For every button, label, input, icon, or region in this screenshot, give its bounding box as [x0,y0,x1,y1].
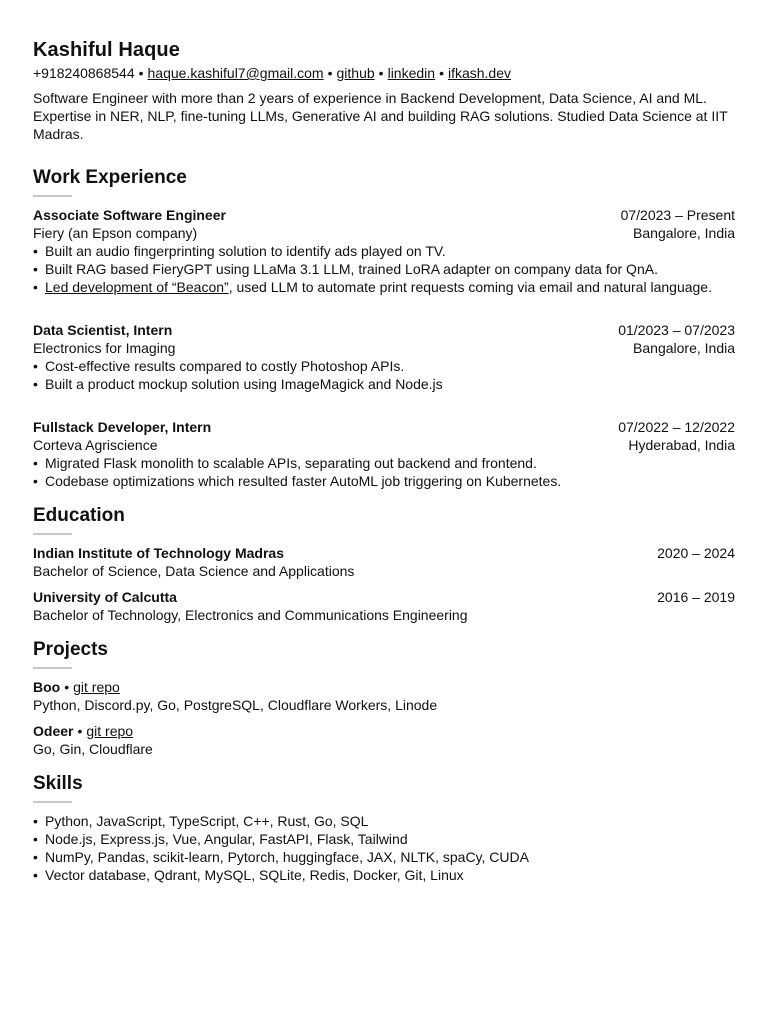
project-repo-link[interactable]: git repo [86,723,134,739]
education-section [33,504,735,624]
project-stack: Go, Gin, Cloudflare [33,741,153,757]
section-divider [33,533,72,535]
job-bullets [33,242,739,296]
github-link[interactable]: github [336,65,375,81]
project-repo-link[interactable]: git repo [73,679,120,695]
separator-dot: • [64,679,70,695]
job-bullet: • Built RAG based FieryGPT using LLaMa 3.1 LLM, trained LoRA adapter on company data for QnA. [33,260,739,278]
job-company-row [33,224,735,242]
project-name: Odeer [33,723,74,739]
section-divider [33,195,72,197]
education-dates: 2020 – 2024 [657,545,735,561]
education-entry [33,588,735,624]
job-company-row [33,436,735,454]
separator-dot: • [77,723,83,739]
job-bullet [33,278,739,296]
job-bullet: • Migrated Flask monolith to scalable APIs, separating out backend and frontend. [33,454,739,472]
projects-section [33,638,735,758]
degree-name: Bachelor of Technology, Electronics and Communications Engineering [33,607,468,623]
education-header-row [33,588,735,606]
project-entry [33,678,735,714]
beacon-link[interactable]: Led development of “Beacon” [45,279,229,295]
job-company: Electronics for Imaging [33,340,176,356]
skill-item: • Vector database, Qdrant, MySQL, SQLite, Redis, Docker, Git, Linux [33,866,739,884]
school-name: Indian Institute of Technology Madras [33,545,284,561]
contact-line [33,64,735,82]
section-title: Skills [33,773,83,794]
job-location: Bangalore, India [633,340,735,356]
job-entry [33,321,735,393]
education-header-row [33,544,735,562]
job-role: Associate Software Engineer [33,207,226,223]
job-header-row [33,321,735,339]
phone-number: +918240868544 [33,65,135,81]
education-dates: 2016 – 2019 [657,589,735,605]
job-bullets [33,454,739,490]
section-divider [33,801,72,803]
project-entry [33,722,735,758]
website-link[interactable]: ifkash.dev [447,65,512,81]
candidate-name: Kashiful Haque [33,39,180,61]
section-title: Education [33,505,125,526]
job-company-row [33,339,735,357]
skill-item: • NumPy, Pandas, scikit-learn, Pytorch, huggingface, JAX, NLTK, spaCy, CUDA [33,848,739,866]
linkedin-link[interactable]: linkedin [387,65,436,81]
job-header-row [33,418,735,436]
project-header [33,722,735,740]
summary-paragraph: Software Engineer with more than 2 years of experience in Backend Development, Data Science, AI and ML. Expertise in NER, NLP, fine-tuning LLMs, Generative AI and building RAG solutions. Studied Data Science at IIT Madras. [33,90,728,142]
job-location: Bangalore, India [633,225,735,241]
job-entry [33,418,735,490]
separator-dot: • [378,65,384,81]
job-bullet-text: , used LLM to automate print requests coming via email and natural language. [228,279,712,295]
job-dates: 07/2022 – 12/2022 [618,419,735,435]
work-experience-section [33,166,735,490]
job-bullet: • Built an audio fingerprinting solution to identify ads played on TV. [33,242,739,260]
project-name: Boo [33,679,61,695]
job-company: Corteva Agriscience [33,437,158,453]
job-bullet: • Codebase optimizations which resulted faster AutoML job triggering on Kubernetes. [33,472,739,490]
skills-list [33,812,739,884]
job-bullet: • Cost-effective results compared to costly Photoshop APIs. [33,357,739,375]
project-stack: Python, Discord.py, Go, PostgreSQL, Cloudflare Workers, Linode [33,697,438,713]
job-entry [33,206,735,296]
education-entry [33,544,735,580]
section-title: Work Experience [33,167,187,188]
degree-name: Bachelor of Science, Data Science and Applications [33,563,355,579]
job-bullet: • Built a product mockup solution using ImageMagick and Node.js [33,375,739,393]
job-header-row [33,206,735,224]
section-title: Projects [33,639,108,660]
email-link[interactable]: haque.kashiful7@gmail.com [147,65,324,81]
skill-item: • Node.js, Express.js, Vue, Angular, FastAPI, Flask, Tailwind [33,830,739,848]
section-divider [33,667,72,669]
project-header [33,678,735,696]
job-location: Hyderabad, India [628,437,735,453]
separator-dot: • [327,65,333,81]
job-bullets [33,357,739,393]
job-dates: 01/2023 – 07/2023 [618,322,735,338]
job-role: Fullstack Developer, Intern [33,419,212,435]
skill-item: • Python, JavaScript, TypeScript, C++, Rust, Go, SQL [33,812,739,830]
school-name: University of Calcutta [33,589,177,605]
job-company: Fiery (an Epson company) [33,225,198,241]
separator-dot: • [138,65,144,81]
skills-section [33,772,735,884]
separator-dot: • [439,65,444,81]
job-dates: 07/2023 – Present [620,207,735,223]
job-role: Data Scientist, Intern [33,322,173,338]
